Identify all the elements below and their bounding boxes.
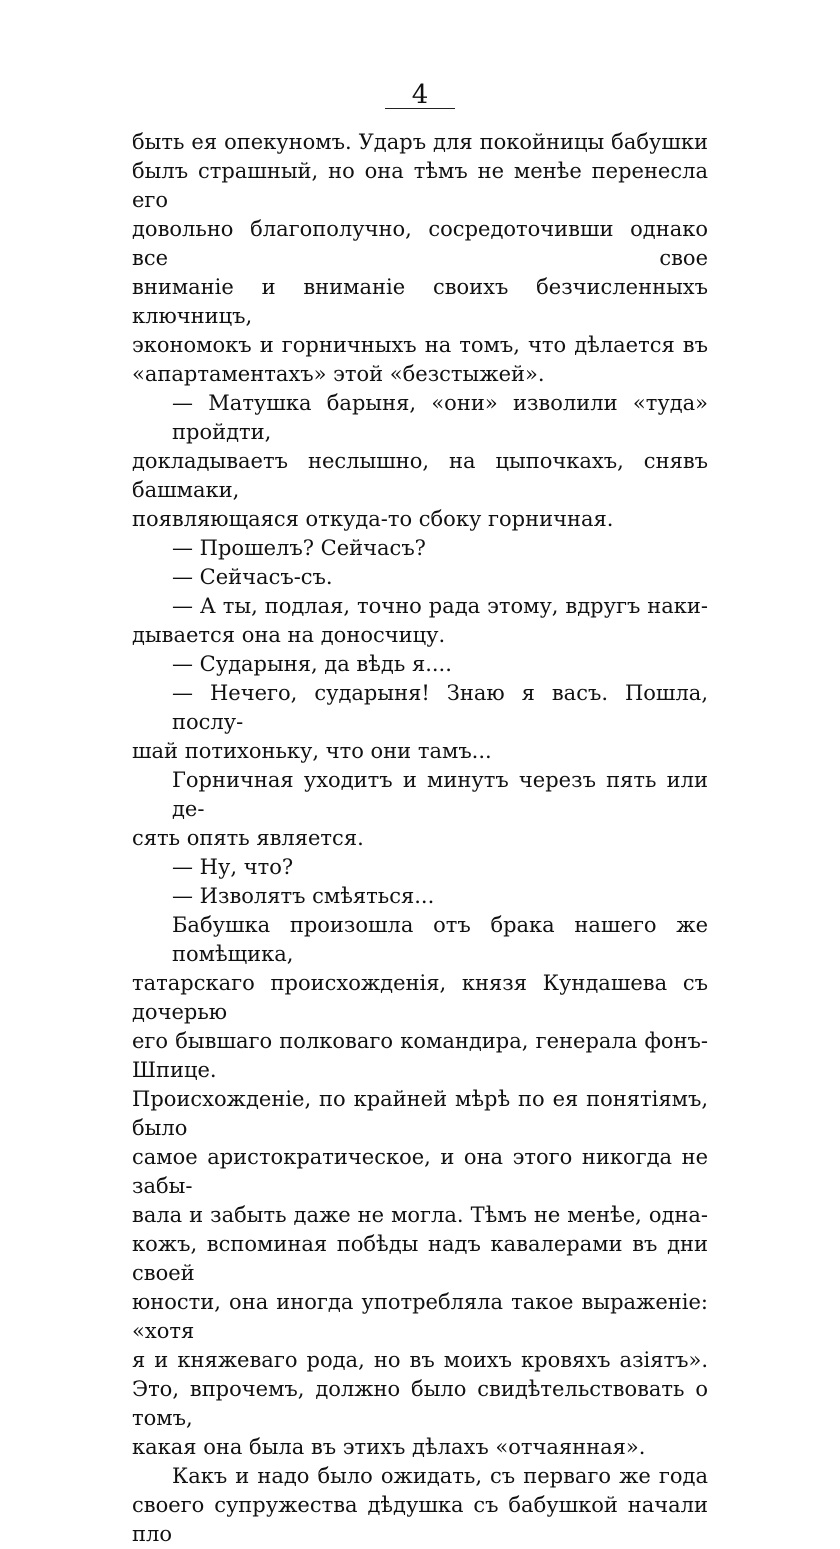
- text-line: — Матушка барыня, «они» изволили «туда» пройдти,: [172, 391, 708, 444]
- text-line: появляющаяся откуда-то сбоку горничная.: [132, 507, 614, 531]
- text-line: быть ея опекуномъ. Ударъ для покойницы бабушки: [132, 130, 708, 154]
- text-line: былъ страшный, но она тѣмъ не менѣе перенесла его: [132, 159, 708, 212]
- text-line: — А ты, подлая, точно рада этому, вдругъ наки-: [172, 594, 708, 618]
- text-line: — Изволятъ смѣяться...: [172, 884, 435, 908]
- header-rule: [385, 108, 455, 109]
- text-line: какая она была въ этихъ дѣлахъ «отчаянная».: [132, 1435, 646, 1459]
- text-line: самое аристократическое, и она этого никогда не забы-: [132, 1145, 708, 1198]
- text-line: вала и забыть даже не могла. Тѣмъ не менѣе, одна-: [132, 1203, 708, 1227]
- text-line: вниманіе и вниманіе своихъ безчисленныхъ ключницъ,: [132, 275, 708, 328]
- page-number: 4: [411, 80, 429, 110]
- text-line: «апартаментахъ» этой «безстыжей».: [132, 362, 545, 386]
- text-line: Происхожденіе, по крайней мѣрѣ по ея понятіямъ, было: [132, 1087, 708, 1140]
- text-line: шай потихоньку, что они тамъ...: [132, 739, 492, 763]
- text-line: — Нечего, сударыня! Знаю я васъ. Пошла, послу-: [172, 681, 708, 734]
- text-line: Горничная уходитъ и минутъ черезъ пять или де-: [172, 768, 708, 821]
- body-text: [132, 128, 708, 1549]
- text-line: Бабушка произошла отъ брака нашего же помѣщика,: [172, 913, 708, 966]
- text-line: — Прошелъ? Сейчасъ?: [172, 536, 426, 560]
- text-line: Какъ и надо было ожидать, съ перваго же года: [172, 1464, 708, 1488]
- text-line: — Сударыня, да вѣдь я....: [172, 652, 452, 676]
- text-line: своего супружества дѣдушка съ бабушкой начали пло: [132, 1493, 708, 1546]
- text-line: экономокъ и горничныхъ на томъ, что дѣлается въ: [132, 333, 708, 357]
- text-line: — Сейчасъ-съ.: [172, 565, 333, 589]
- text-line: кожъ, вспоминая побѣды надъ кавалерами въ дни своей: [132, 1232, 708, 1285]
- text-line: докладываетъ неслышно, на цыпочкахъ, снявъ башмаки,: [132, 449, 708, 502]
- text-line: довольно благополучно, сосредоточивши однако все свое: [132, 217, 708, 270]
- text-line: татарскаго происхожденія, князя Кундашева съ дочерью: [132, 971, 708, 1024]
- text-line: его бывшаго полковаго командира, генерала фонъ-Шпице.: [132, 1029, 708, 1082]
- text-line: юности, она иногда употребляла такое выраженіе: «хотя: [132, 1290, 708, 1343]
- text-line: сять опять является.: [132, 826, 364, 850]
- text-line: дывается она на доносчицу.: [132, 623, 446, 647]
- text-line: — Ну, что?: [172, 855, 294, 879]
- text-line: Это, впрочемъ, должно было свидѣтельствовать о томъ,: [132, 1377, 708, 1430]
- text-line: я и княжеваго рода, но въ моихъ кровяхъ азіятъ».: [132, 1348, 708, 1372]
